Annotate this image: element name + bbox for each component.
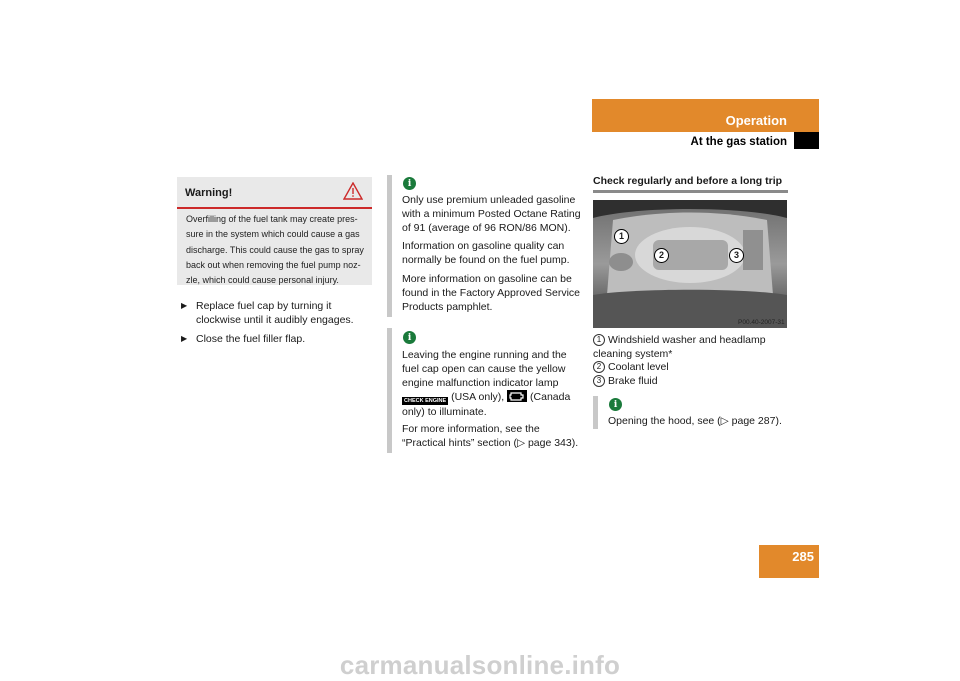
info2-para: For more information, see the “Practical hints” section (▷ page 343). (402, 423, 579, 449)
subsection-title: At the gas station (690, 136, 787, 148)
legend-text: Windshield washer and headlamp cleaning system* (593, 334, 766, 360)
step-text: Replace fuel cap by turning it clockwise until it audibly engages. (196, 300, 354, 326)
info-icon: i (403, 331, 416, 344)
warning-line: discharge. This could cause the gas to spray (186, 244, 364, 255)
info2-text: Leaving the engine running and the fuel cap open can cause the yellow engine malfunction indicator lamp (402, 349, 567, 389)
legend-item (593, 360, 788, 374)
usa-label: (USA only), (451, 391, 505, 403)
legend-number: 3 (593, 375, 605, 387)
info1-para: Only use premium unleaded gasoline with a minimum Posted Octane Rating of 91 (average of 96 RON/86 MON). (402, 194, 581, 234)
legend-item (593, 333, 788, 361)
warning-triangle-icon (343, 182, 363, 200)
warning-line: zle, which could cause personal injury. (186, 275, 339, 286)
footer-watermark: carmanualsonline.info (339, 650, 621, 680)
info2-para (402, 348, 582, 419)
info-bar (387, 328, 392, 453)
page-number: 285 (792, 549, 814, 564)
warning-line: sure in the system which could cause a gas (186, 229, 360, 240)
info-bar (387, 175, 392, 317)
info-bar (593, 396, 598, 429)
engine-bay-photo (593, 200, 787, 328)
section-heading: Check regularly and before a long trip (593, 175, 783, 187)
info-icon: i (403, 177, 416, 190)
step-item (181, 332, 376, 346)
callout-3: 3 (729, 248, 744, 263)
section-rule (593, 190, 788, 193)
legend-text: Brake fluid (608, 375, 658, 387)
info1-para: More information on gasoline can be found in the Factory Approved Service Products pamphlet. (402, 273, 581, 313)
info-icon: i (609, 398, 622, 411)
warning-line: back out when removing the fuel pump noz- (186, 259, 361, 270)
legend-number: 1 (593, 334, 605, 346)
callout-1: 1 (614, 229, 629, 244)
warning-divider (177, 207, 372, 209)
callout-2: 2 (654, 248, 669, 263)
legend-item (593, 374, 788, 388)
info2-end: to illuminate. (427, 406, 487, 418)
warning-line: Overfilling of the fuel tank may create pres- (186, 214, 358, 224)
step-text: Close the fuel filler flap. (196, 333, 306, 345)
arrow-bullet-icon: ▶ (181, 301, 188, 310)
check-engine-lamp-icon: CHECK ENGINE (404, 398, 447, 404)
step-item (181, 299, 376, 327)
header-marker (794, 132, 819, 149)
section-title: Operation (725, 113, 787, 128)
info3-text: Opening the hood, see (▷ page 287). (608, 415, 782, 427)
legend-text: Coolant level (608, 361, 669, 373)
photo-code: P00.40-2007-31 (738, 319, 785, 326)
warning-text (186, 212, 369, 288)
warning-title: Warning! (185, 187, 233, 199)
info1-para: Information on gasoline quality can normally be found on the fuel pump. (402, 240, 570, 266)
arrow-bullet-icon: ▶ (181, 334, 188, 343)
legend-number: 2 (593, 361, 605, 373)
canada-label: (Canada only) (402, 391, 571, 418)
engine-lamp-icon (507, 390, 527, 402)
